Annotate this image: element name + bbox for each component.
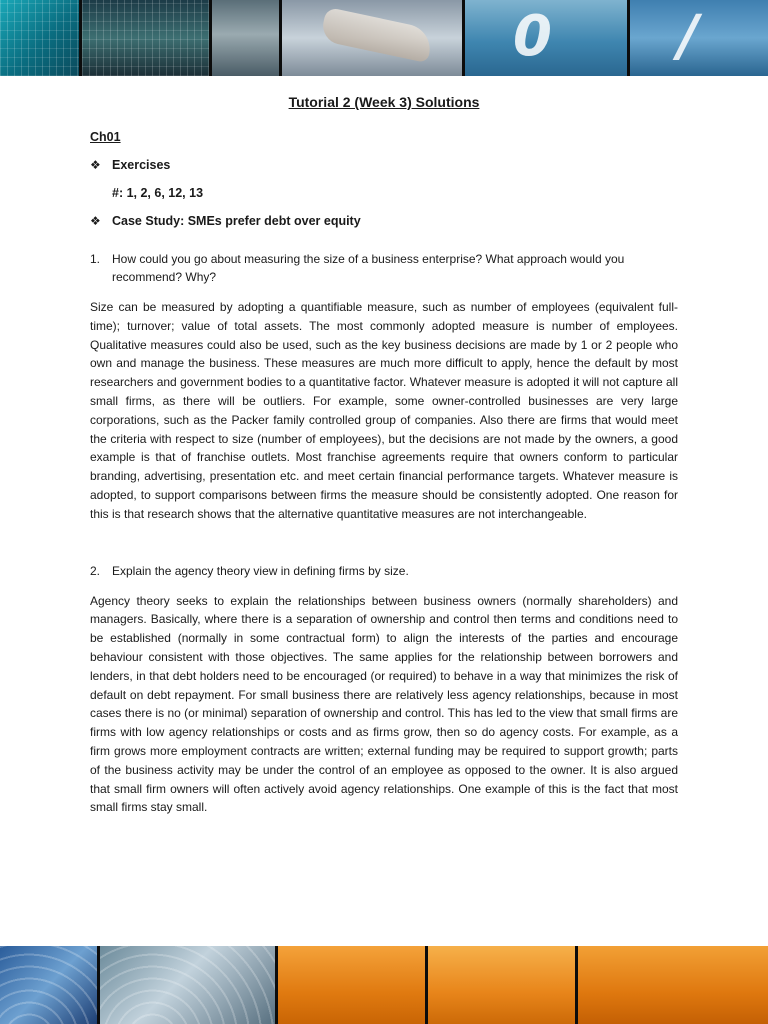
question-text: Explain the agency theory view in defining firms by size.: [112, 563, 409, 578]
page-title: Tutorial 2 (Week 3) Solutions: [288, 94, 480, 110]
bullet-label: Case Study: SMEs prefer debt over equity: [112, 214, 361, 228]
bullet-case-study: [90, 214, 678, 228]
hand-image: [320, 7, 435, 63]
document-body: [90, 88, 678, 817]
question-2: [90, 562, 678, 580]
footer-tile-gray: [100, 946, 278, 1024]
footer-tile-orange: [428, 946, 578, 1024]
answer-1: Size can be measured by adopting a quantifiable measure, such as number of employees (equivalent full-time); turnover; value of total assets. The most commonly adopted measure is number of employees. Qualitative measures could also be used, such as the key business decisions are made by 1 or 2 people who own and manage the business. These measures are much more difficult to apply, hence the default by most researchers and government bodies to a quantitative factor. Whatever measure is adopted it will not capture all small firms, as there will be outliers. For example, some owner-controlled businesses are very large corporations, such as the Packer family controlled group of companies. Also there are firms that would meet the criteria with respect to size (number of employees), but the decisions are not made by the owners, a good example is that of franchise outlets. Most franchise agreements require that owners conform to particular branding, advertising, presentation etc. and meet certain financial performance targets. Whatever measure is adopted, to support comparisons between firms the measure should be consistently adopted. One reason for this is that research shows that the alternative quantitative measures are not interchangeable.: [90, 300, 678, 521]
banner-digit: 0: [513, 4, 552, 69]
banner-tile-gray: [212, 0, 282, 76]
question-text: How could you go about measuring the size of a business enterprise? What approach would you recommend? Why?: [112, 252, 625, 284]
exercise-numbers: #: 1, 2, 6, 12, 13: [112, 186, 204, 200]
diamond-bullet-icon: ❖: [90, 158, 101, 172]
bullet-exercises: [90, 158, 678, 172]
footer-tile-orange: [578, 946, 768, 1024]
footer-tile-blue: [0, 946, 100, 1024]
answer-2: Agency theory seeks to explain the relationships between business owners (normally shareholders) and managers. Basically, where there is a separation of ownership and control then terms and conditions need to be established (normally in some contractual form) to align the interests of the parties and encourage behaviour consistent with those objectives. The same applies for the relationship between borrowers and lenders, in that debt holders need to be encouraged (or required) to behave in a way that minimizes the risk of default on debt repayment. For small business there are relatively less agency relationships, because in most cases there is no (or minimal) separation of ownership and control. This has led to the view that small firms are firms with low agency relationships or costs and as firms grow, then so do agency costs. For example, as a firm grows more employment contracts are written; external funding may be required to support growth; parts of the business activity may be under the control of an employee as opposed to the owner. It is also argued that small firm owners will often actively avoid agency relationships. One example of this is the fact that most small firms stay small.: [90, 593, 678, 815]
header-banner: [0, 0, 768, 76]
banner-tile-teal: [0, 0, 82, 76]
footer-tile-orange: [278, 946, 428, 1024]
banner-digit: /: [678, 4, 699, 69]
banner-tile-chart: [82, 0, 212, 76]
question-number: 1.: [90, 252, 101, 266]
question-1: [90, 250, 678, 286]
banner-tile-digit-zero: [465, 0, 630, 76]
footer-banner: [0, 946, 768, 1024]
diamond-bullet-icon: ❖: [90, 214, 101, 228]
banner-tile-hand: [282, 0, 465, 76]
banner-tile-digit-slash: [630, 0, 768, 76]
bullet-label: Exercises: [112, 158, 171, 172]
chapter-heading: Ch01: [90, 130, 121, 144]
question-number: 2.: [90, 563, 101, 578]
